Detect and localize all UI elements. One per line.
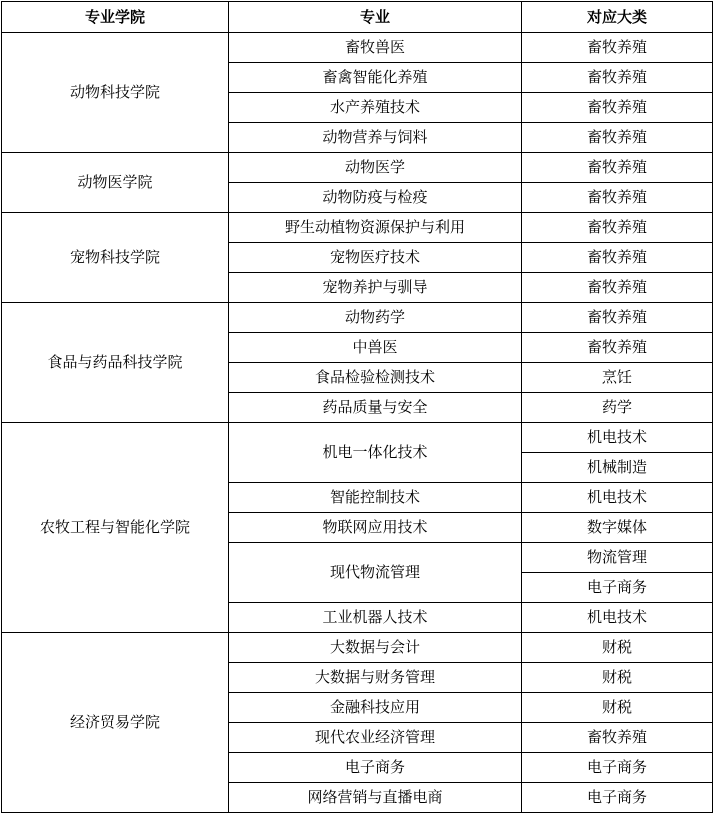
table-row xyxy=(2,303,713,333)
table-row xyxy=(2,33,713,63)
major-cell: 电子商务 xyxy=(229,753,522,783)
major-cell: 动物营养与饲料 xyxy=(229,123,522,153)
table-body xyxy=(2,33,713,813)
major-cell: 野生动植物资源保护与利用 xyxy=(229,213,522,243)
category-cell: 财税 xyxy=(522,663,713,693)
college-cell: 宠物科技学院 xyxy=(2,213,229,303)
category-cell: 畜牧养殖 xyxy=(522,33,713,63)
category-cell: 畜牧养殖 xyxy=(522,243,713,273)
college-cell: 动物医学院 xyxy=(2,153,229,213)
header-major: 专业 xyxy=(229,2,522,33)
category-cell: 数字媒体 xyxy=(522,513,713,543)
category-cell: 烹饪 xyxy=(522,363,713,393)
major-cell: 大数据与财务管理 xyxy=(229,663,522,693)
table-row xyxy=(2,633,713,663)
category-cell: 畜牧养殖 xyxy=(522,303,713,333)
major-cell: 现代物流管理 xyxy=(229,543,522,603)
category-cell: 机电技术 xyxy=(522,423,713,453)
majors-table xyxy=(1,1,713,813)
category-cell: 物流管理 xyxy=(522,543,713,573)
major-cell: 机电一体化技术 xyxy=(229,423,522,483)
major-cell: 水产养殖技术 xyxy=(229,93,522,123)
category-cell: 机电技术 xyxy=(522,603,713,633)
header-row xyxy=(2,2,713,33)
category-cell: 畜牧养殖 xyxy=(522,123,713,153)
college-cell: 食品与药品科技学院 xyxy=(2,303,229,423)
category-cell: 畜牧养殖 xyxy=(522,183,713,213)
major-cell: 药品质量与安全 xyxy=(229,393,522,423)
category-cell: 畜牧养殖 xyxy=(522,273,713,303)
major-cell: 现代农业经济管理 xyxy=(229,723,522,753)
major-cell: 工业机器人技术 xyxy=(229,603,522,633)
category-cell: 财税 xyxy=(522,693,713,723)
major-cell: 中兽医 xyxy=(229,333,522,363)
major-cell: 物联网应用技术 xyxy=(229,513,522,543)
major-cell: 动物药学 xyxy=(229,303,522,333)
major-cell: 宠物医疗技术 xyxy=(229,243,522,273)
major-cell: 金融科技应用 xyxy=(229,693,522,723)
major-cell: 宠物养护与驯导 xyxy=(229,273,522,303)
category-cell: 畜牧养殖 xyxy=(522,153,713,183)
table-row xyxy=(2,213,713,243)
college-cell: 动物科技学院 xyxy=(2,33,229,153)
major-cell: 畜牧兽医 xyxy=(229,33,522,63)
category-cell: 财税 xyxy=(522,633,713,663)
college-cell: 经济贸易学院 xyxy=(2,633,229,813)
major-cell: 畜禽智能化养殖 xyxy=(229,63,522,93)
major-cell: 食品检验检测技术 xyxy=(229,363,522,393)
table-row xyxy=(2,423,713,453)
college-cell: 农牧工程与智能化学院 xyxy=(2,423,229,633)
category-cell: 畜牧养殖 xyxy=(522,213,713,243)
table-row xyxy=(2,153,713,183)
header-category: 对应大类 xyxy=(522,2,713,33)
major-cell: 动物医学 xyxy=(229,153,522,183)
major-cell: 动物防疫与检疫 xyxy=(229,183,522,213)
major-cell: 网络营销与直播电商 xyxy=(229,783,522,813)
major-cell: 大数据与会计 xyxy=(229,633,522,663)
header-college: 专业学院 xyxy=(2,2,229,33)
category-cell: 机械制造 xyxy=(522,453,713,483)
major-cell: 智能控制技术 xyxy=(229,483,522,513)
category-cell: 畜牧养殖 xyxy=(522,63,713,93)
category-cell: 电子商务 xyxy=(522,783,713,813)
category-cell: 畜牧养殖 xyxy=(522,723,713,753)
category-cell: 药学 xyxy=(522,393,713,423)
category-cell: 畜牧养殖 xyxy=(522,333,713,363)
category-cell: 电子商务 xyxy=(522,573,713,603)
category-cell: 电子商务 xyxy=(522,753,713,783)
category-cell: 畜牧养殖 xyxy=(522,93,713,123)
category-cell: 机电技术 xyxy=(522,483,713,513)
